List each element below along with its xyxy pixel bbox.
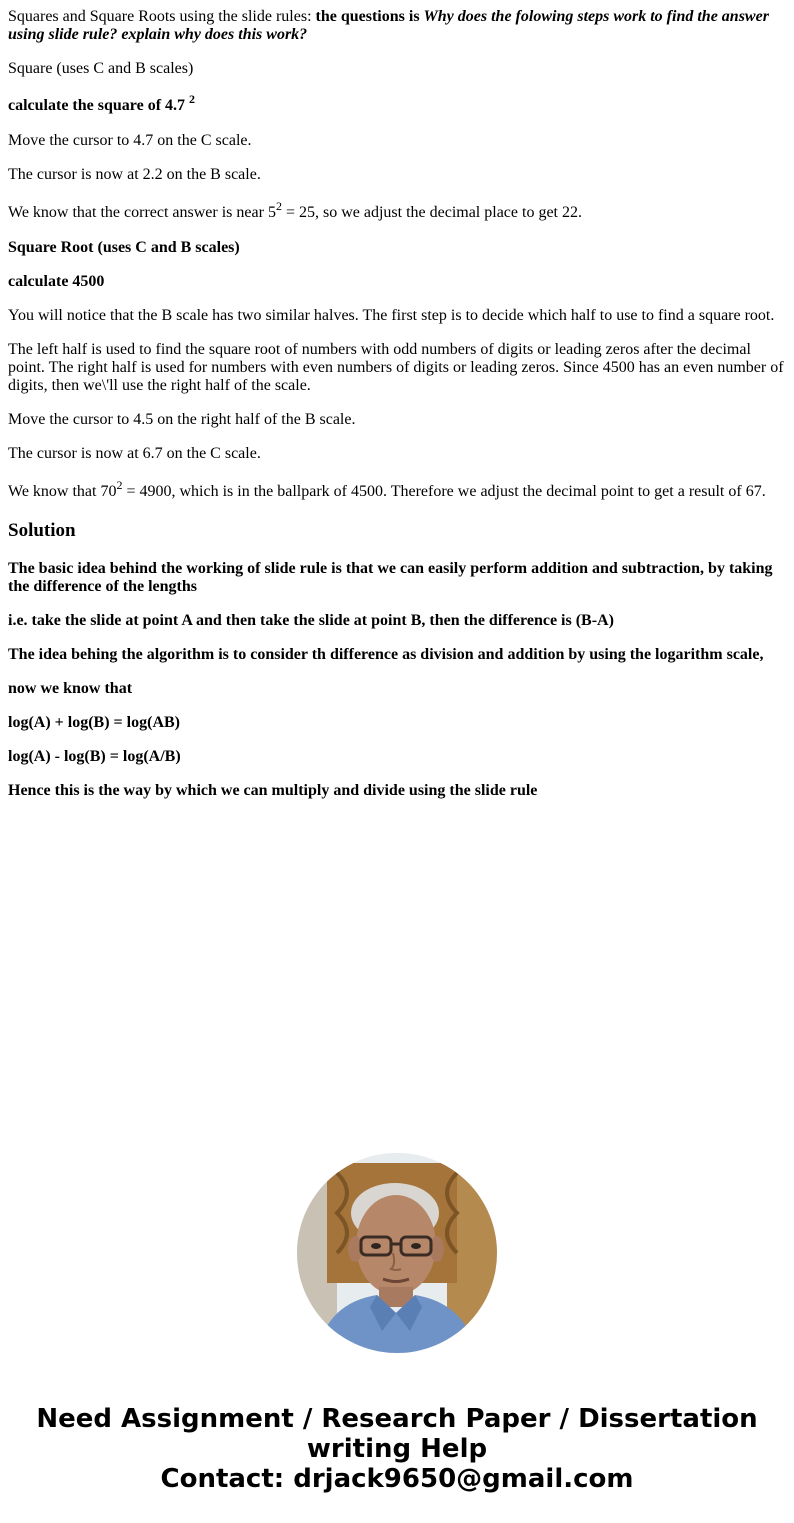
root-step-2: The cursor is now at 6.7 on the C scale.: [8, 445, 261, 462]
footer-line-2: writing Help: [306, 1434, 488, 1464]
footer-line-1: Need Assignment / Research Paper / Dissertation: [36, 1404, 758, 1434]
solution-paragraph-2: i.e. take the slide at point A and then take the slide at point B, then the difference is (B-A): [8, 612, 614, 629]
author-portrait-image: [297, 1153, 497, 1353]
question-emphasis: Why does the folowing steps work to find the answer using slide rule? explain why does this work?: [8, 8, 769, 43]
square-task-sup: 2: [189, 91, 196, 106]
solution-paragraph-4: now we know that: [8, 680, 133, 697]
root-task: calculate 4500: [8, 273, 105, 290]
root-step-3: [8, 477, 786, 501]
root-heading: Square Root (uses C and B scales): [8, 239, 240, 256]
square-step-3: [8, 198, 786, 222]
promo-footer: [0, 1404, 794, 1494]
question-intro: Squares and Square Roots using the slide rules:: [8, 8, 316, 25]
square-step-1: Move the cursor to 4.7 on the C scale.: [8, 132, 252, 149]
question-lead: the questions is: [315, 8, 424, 25]
author-avatar: [297, 1153, 497, 1353]
solution-heading: Solution: [8, 520, 76, 541]
square-step-2: The cursor is now at 2.2 on the B scale.: [8, 166, 261, 183]
root-paragraph-1: You will notice that the B scale has two similar halves. The first step is to decide which half to use to find a square root.: [8, 307, 775, 324]
question-paragraph: [8, 8, 786, 44]
root-step-1: Move the cursor to 4.5 on the right half of the B scale.: [8, 411, 356, 428]
root-paragraph-2: The left half is used to find the square root of numbers with odd numbers of digits or leading zeros after the decimal point. The right half is used for numbers with even numbers of digits or leading zeros. Since 4500 has an even number of digits, then we\'ll use the right half of the scale.: [8, 341, 784, 394]
square-step-3-a: We know that the correct answer is near 5: [8, 204, 276, 221]
solution-paragraph-1: The basic idea behind the working of slide rule is that we can easily perform addition and subtraction, by taking the difference of the lengths: [8, 560, 773, 595]
square-task-text: calculate the square of 4.7: [8, 97, 190, 114]
solution-conclusion: Hence this is the way by which we can multiply and divide using the slide rule: [8, 782, 538, 799]
square-heading: Square (uses C and B scales): [8, 60, 194, 77]
solution-formula-1: log(A) + log(B) = log(AB): [8, 714, 180, 731]
root-step-3-a: We know that 70: [8, 483, 117, 500]
square-step-3-sup: 2: [275, 198, 282, 213]
root-step-3-sup: 2: [116, 477, 123, 492]
solution-paragraph-3: The idea behing the algorithm is to consider th difference as division and addition by using the logarithm scale,: [8, 646, 764, 663]
solution-formula-2: log(A) - log(B) = log(A/B): [8, 748, 181, 765]
square-step-3-b: = 25, so we adjust the decimal place to get 22.: [281, 204, 582, 221]
root-step-3-b: = 4900, which is in the ballpark of 4500. Therefore we adjust the decimal point to get a result of 67.: [122, 483, 766, 500]
square-task: [8, 91, 786, 115]
footer-contact: Contact: drjack9650@gmail.com: [160, 1464, 634, 1494]
